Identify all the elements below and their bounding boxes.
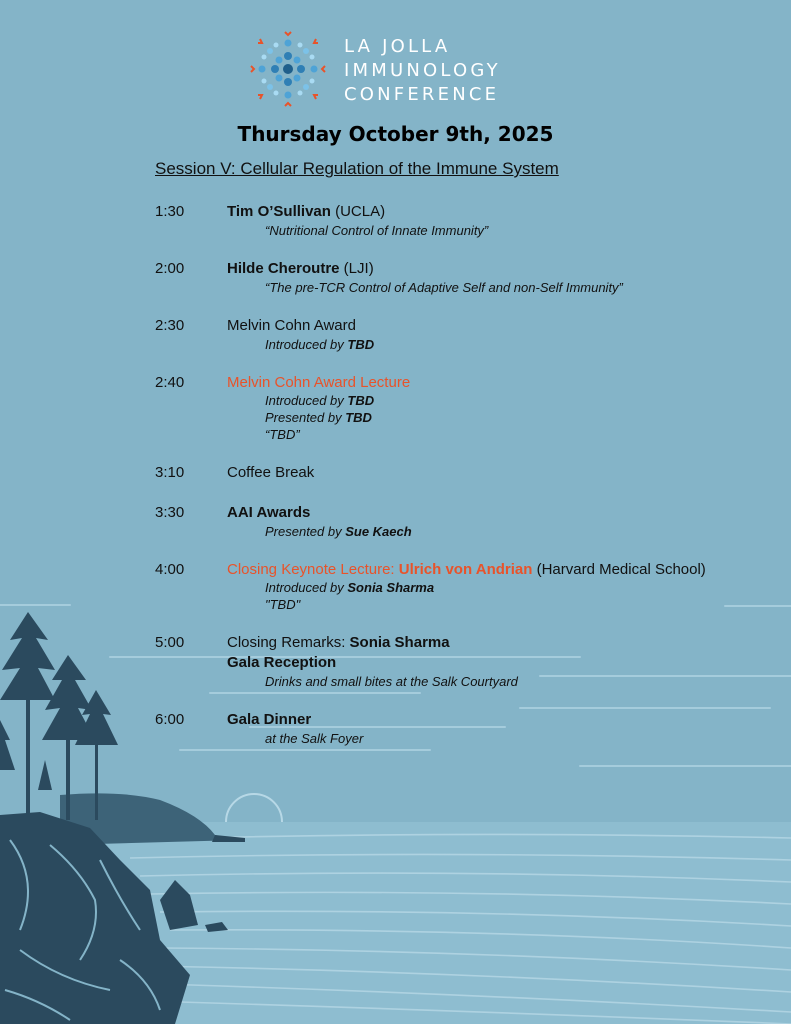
- conference-name: [344, 35, 501, 107]
- pres-prefix: Presented by: [265, 410, 346, 425]
- speaker-name: Sonia Sharma: [349, 634, 450, 651]
- talk-title: “TBD”: [265, 427, 300, 442]
- pres-name: Sue Kaech: [345, 524, 412, 539]
- affiliation: (LJI): [339, 260, 374, 277]
- speaker: [227, 260, 374, 277]
- event-detail: Drinks and small bites at the Salk Courtyard: [265, 674, 518, 689]
- talk-title: “Nutritional Control of Innate Immunity”: [265, 223, 489, 238]
- speaker-name: Hilde Cheroutre: [227, 260, 340, 277]
- pres-prefix: Presented by: [265, 524, 346, 539]
- intro-name: TBD: [347, 337, 375, 352]
- time: 2:30: [155, 317, 185, 334]
- remarks-prefix: Closing Remarks:: [227, 634, 350, 651]
- keynote-title: [227, 561, 706, 578]
- event-title: AAI Awards: [227, 504, 311, 521]
- event-title-2: Gala Reception: [227, 654, 337, 671]
- talk-title: "TBD": [265, 597, 301, 612]
- logo-line-3: CONFERENCE: [344, 84, 500, 105]
- pres-name: TBD: [345, 410, 372, 425]
- time: 2:40: [155, 374, 185, 391]
- time: 6:00: [155, 711, 185, 728]
- introduced-by: [265, 337, 374, 352]
- presented-by: [265, 410, 372, 425]
- time: 1:30: [155, 203, 185, 220]
- intro-name: TBD: [347, 393, 375, 408]
- presented-by: [265, 524, 412, 539]
- session-heading: Session V: Cellular Regulation of the Immune System: [155, 159, 559, 178]
- speaker-name: Ulrich von Andrian: [398, 561, 533, 578]
- time: 2:00: [155, 260, 185, 277]
- intro-prefix: Introduced by: [265, 393, 348, 408]
- event-title: Gala Dinner: [227, 711, 312, 728]
- intro-prefix: Introduced by: [265, 337, 348, 352]
- time: 3:30: [155, 504, 185, 521]
- event-title: Coffee Break: [227, 464, 315, 481]
- speaker: [227, 203, 385, 220]
- keynote-prefix: Closing Keynote Lecture:: [227, 561, 399, 578]
- introduced-by: [265, 393, 374, 408]
- introduced-by: [265, 580, 434, 595]
- event-title: [227, 634, 450, 651]
- event-detail: at the Salk Foyer: [265, 731, 364, 746]
- affiliation: (Harvard Medical School): [532, 561, 706, 578]
- intro-prefix: Introduced by: [265, 580, 348, 595]
- intro-name: Sonia Sharma: [347, 580, 435, 595]
- time: 4:00: [155, 561, 185, 578]
- speaker-name: Tim O’Sullivan: [227, 203, 331, 220]
- event-title: Melvin Cohn Award: [227, 317, 356, 334]
- event-title: Melvin Cohn Award Lecture: [227, 374, 411, 391]
- time: 5:00: [155, 634, 185, 651]
- affiliation: (UCLA): [330, 203, 386, 220]
- page-title-date: Thursday October 9th, 2025: [237, 122, 554, 146]
- talk-title: “The pre-TCR Control of Adaptive Self and non-Self Immunity”: [265, 280, 623, 295]
- time: 3:10: [155, 464, 185, 481]
- conference-logo-icon: [248, 29, 328, 109]
- logo-line-2: IMMUNOLOGY: [344, 60, 501, 81]
- logo-line-1: LA JOLLA: [344, 36, 451, 57]
